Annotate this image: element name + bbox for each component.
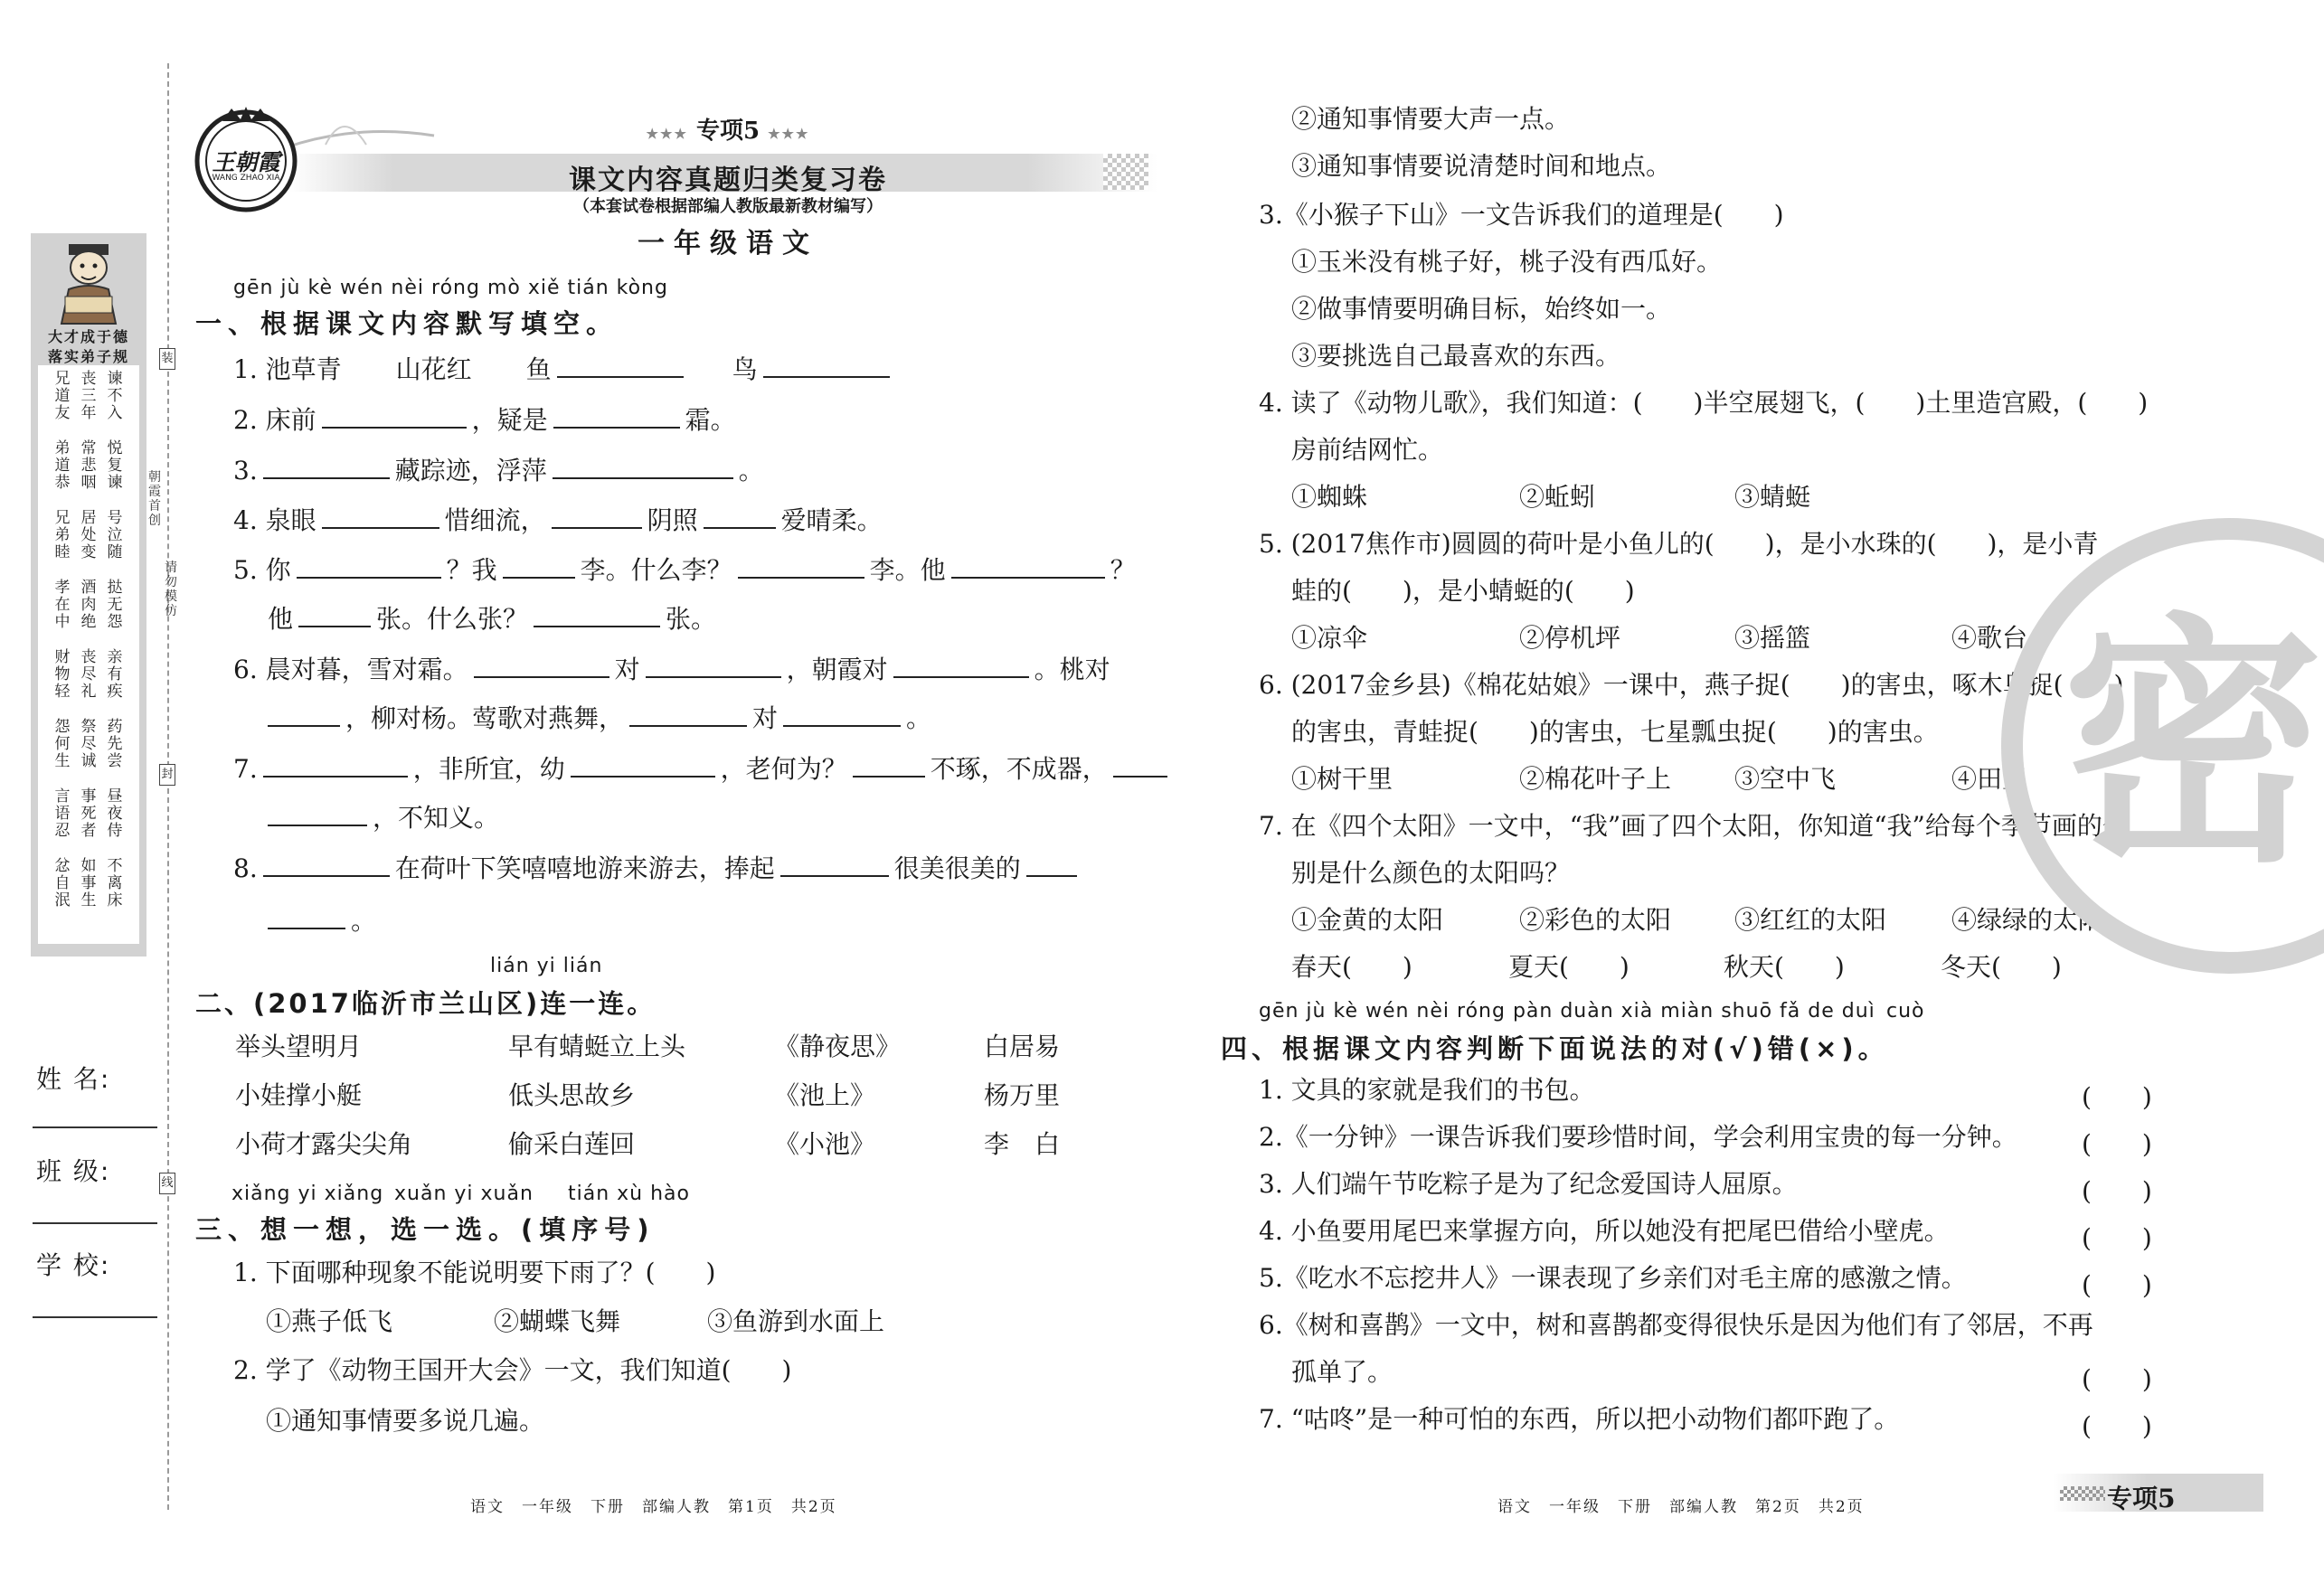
sidebar-col: 亲有疾	[107, 648, 123, 701]
s1-q6: 6. 晨对暮，雪对霜。 对 ，朝霞对 。桃对	[233, 655, 1110, 684]
section3-pinyin-2: xuǎn yi xuǎn	[394, 1183, 534, 1205]
blank[interactable]	[322, 507, 439, 529]
sidebar-col: 如事生	[80, 857, 97, 910]
footer-right: 语文 一年级 下册 部编人教 第2页 共2页	[1497, 1498, 1865, 1516]
series-label: 专项5	[695, 118, 760, 145]
binding-mark-1: 装	[159, 348, 175, 370]
section2-pinyin: lián yi lián	[490, 955, 603, 977]
section1-title: 一、根据课文内容默写填空。	[195, 308, 619, 339]
s3-q2: 2. 学了《动物王国开大会》一文，我们知道( )	[233, 1355, 792, 1385]
match-row-2-poem-line[interactable]: 小娃撑小艇	[235, 1080, 363, 1110]
s3-q5-opt[interactable]: ②停机坪	[1519, 623, 1621, 653]
s3-q5-line2: 蛙的( )，是小蜻蜓的( )	[1291, 576, 1635, 606]
s3-q4-opt[interactable]: ③蜻蜓	[1734, 482, 1811, 512]
sidebar-col: 兄道友	[54, 370, 71, 422]
s3-q2-opt[interactable]: ③通知事情要说清楚时间和地点。	[1291, 151, 1672, 181]
blank[interactable]	[704, 507, 776, 529]
s3-q2-opt[interactable]: ②通知事情要大声一点。	[1291, 104, 1571, 134]
s3-q4-opt[interactable]: ①蜘蛛	[1291, 482, 1368, 512]
sidebar-col: 兄弟睦	[54, 509, 71, 561]
footer-badge-dots	[2060, 1486, 2105, 1501]
s4-item: 1. 文具的家就是我们的书包。	[1259, 1075, 1595, 1105]
sidebar-motto-1: 大才成于德	[47, 328, 129, 345]
match-row-1-title[interactable]: 《静夜思》	[774, 1032, 902, 1061]
section3-pinyin-1: xiǎng yi xiǎng	[231, 1183, 384, 1205]
blank[interactable]	[557, 356, 684, 378]
section1-pinyin: gēn jù kè wén nèi róng mò xiě tián kòng	[233, 277, 668, 299]
section2-title: 二、(2017临沂市兰山区)连一连。	[195, 988, 657, 1019]
blank[interactable]	[853, 756, 925, 778]
s3-q6: 6. (2017金乡县)《棉花姑娘》一课中，燕子捉( )的害虫，啄木鸟捉( )	[1259, 670, 2124, 700]
s3-q7-season[interactable]: 冬天( )	[1941, 952, 2062, 982]
s1-q5: 5. 你 ？我 李。什么李？ 李。他 ？	[233, 555, 1136, 585]
school-field[interactable]	[33, 1316, 157, 1318]
blank[interactable]	[263, 457, 390, 479]
s3-q6-opt[interactable]: ③空中飞	[1734, 764, 1837, 794]
answer-paren[interactable]: ( )	[2082, 1270, 2152, 1300]
s1-q1: 1. 池草青 山花红 鱼 鸟	[233, 356, 895, 382]
section4-pinyin: gēn jù kè wén nèi róng pàn duàn xià miàn shuō fǎ de duì	[1259, 1000, 1875, 1023]
blank[interactable]	[268, 805, 367, 826]
footer-badge: 专项5	[2107, 1484, 2176, 1513]
s3-q7-opt[interactable]: ①金黄的太阳	[1291, 905, 1444, 935]
section4-pinyin-2: cuò	[1886, 1000, 1925, 1023]
sidebar-col: 悦复谏	[107, 439, 123, 492]
section3-pinyin-3: tián xù hào	[568, 1183, 690, 1205]
s3-q7-season[interactable]: 秋天( )	[1724, 952, 1845, 982]
match-row-1-poem-line[interactable]: 举头望明月	[235, 1032, 363, 1061]
s3-q6-opt[interactable]: ①树干里	[1291, 764, 1393, 794]
answer-paren[interactable]: ( )	[2082, 1082, 2152, 1112]
s3-q2-opt[interactable]: ①通知事情要多说几遍。	[266, 1406, 545, 1436]
blank[interactable]	[629, 705, 747, 727]
section4-title: 四、根据课文内容判断下面说法的对(√)错(×)。	[1221, 1033, 1889, 1064]
match-row-3-poem-line-b[interactable]: 偷采白莲回	[508, 1129, 636, 1159]
sidebar-illustration	[45, 237, 132, 327]
blank[interactable]	[263, 756, 408, 778]
s1-q7-line2: ，不知义。	[262, 805, 499, 831]
s3-q1-opt[interactable]: ②蝴蝶飞舞	[494, 1306, 621, 1336]
s3-q6-line2: 的害虫，青蛙捉( )的害虫，七星瓢虫捉( )的害虫。	[1291, 717, 1939, 747]
s3-q1-opt[interactable]: ③鱼游到水面上	[707, 1306, 885, 1336]
page-subtitle: （本套试卷根据部编人教版最新教材编写）	[573, 197, 883, 216]
s4-item: 3. 人们端午节吃粽子是为了纪念爱国诗人屈原。	[1259, 1169, 1798, 1199]
match-row-2-author[interactable]: 杨万里	[984, 1080, 1061, 1110]
blank[interactable]	[1113, 756, 1167, 778]
s1-q8: 8. 在荷叶下笑嘻嘻地游来游去，捧起 很美很美的	[233, 855, 1082, 881]
blank[interactable]	[893, 656, 1029, 678]
sidebar-col: 事死者	[80, 787, 97, 840]
sidebar-col: 怨何生	[54, 718, 71, 770]
s3-q5-opt[interactable]: ③摇篮	[1734, 623, 1811, 653]
sidebar-col: 常悲咽	[80, 439, 97, 492]
sidebar-col: 昼夜侍	[107, 787, 123, 840]
star-right-icon: ★★★	[768, 126, 810, 142]
blank[interactable]	[763, 356, 890, 378]
answer-paren[interactable]: ( )	[2082, 1176, 2152, 1206]
blank[interactable]	[1026, 855, 1077, 877]
s4-item: 4. 小鱼要用尾巴来掌握方向，所以她没有把尾巴借给小壁虎。	[1259, 1216, 1950, 1246]
s3-q5-opt[interactable]: ④歌台	[1951, 623, 2028, 653]
s3-q3-opt[interactable]: ②做事情要明确目标，始终如一。	[1291, 294, 1672, 324]
sidebar-col: 谏不入	[107, 370, 123, 422]
binding-dashed-line	[167, 63, 169, 1510]
blank[interactable]	[553, 457, 733, 479]
sidebar-col: 不离床	[107, 857, 123, 910]
match-row-1-author[interactable]: 白居易	[984, 1032, 1061, 1061]
s3-q4: 4. 读了《动物儿歌》，我们知道：( )半空展翅飞，( )土里造宫殿，( )	[1259, 388, 2149, 418]
s3-q3-opt[interactable]: ③要挑选自己最喜欢的东西。	[1291, 341, 1621, 371]
blank[interactable]	[268, 908, 345, 929]
blank[interactable]	[571, 756, 715, 778]
s3-q4-opt[interactable]: ②蚯蚓	[1519, 482, 1596, 512]
match-row-3-author[interactable]: 李 白	[984, 1129, 1061, 1159]
s1-q7: 7. ，非所宜，幼 ，老何为？ 不琢，不成器，	[233, 756, 1173, 782]
s1-q5-line2: 他 张。什么张？ 张。	[268, 604, 717, 634]
sidebar-motto-2: 落实弟子规	[47, 348, 129, 365]
watermark-seal	[1998, 506, 2324, 985]
s3-q5: 5. (2017焦作市)圆圆的荷叶是小鱼儿的( )，是小水珠的( )，是小青	[1259, 529, 2099, 559]
sidebar-col: 居处变	[80, 509, 97, 561]
blank[interactable]	[738, 557, 864, 579]
blank[interactable]	[951, 557, 1105, 579]
section3-title: 三、想一想，选一选。(填序号)	[195, 1214, 656, 1245]
blank[interactable]	[783, 705, 901, 727]
sidebar-col: 孝在中	[54, 579, 71, 631]
s1-q3: 3. 藏踪迹，浮萍 。	[233, 456, 764, 485]
sidebar-col: 号泣随	[107, 509, 123, 561]
star-left-icon: ★★★	[646, 126, 688, 142]
s3-q7-opt[interactable]: ②彩色的太阳	[1519, 905, 1672, 935]
sidebar-col: 言语忍	[54, 787, 71, 840]
watermark-text: 密	[2062, 593, 2324, 898]
s4-item: 6.《树和喜鹊》一文中，树和喜鹊都变得很快乐是因为他们有了邻居，不再	[1259, 1310, 2093, 1340]
match-row-2-poem-line-b[interactable]: 低头思故乡	[508, 1080, 636, 1110]
match-row-2-title[interactable]: 《池上》	[774, 1080, 876, 1110]
blank[interactable]	[268, 705, 340, 727]
binding-mark-2: 封	[159, 764, 175, 786]
blank[interactable]	[322, 407, 467, 429]
blank[interactable]	[298, 606, 371, 627]
s3-q4-line2: 房前结网忙。	[1291, 435, 1444, 465]
series-label-row	[624, 112, 832, 146]
match-row-3-title[interactable]: 《小池》	[774, 1129, 876, 1159]
blank[interactable]	[552, 507, 642, 529]
school-label: 学 校:	[36, 1250, 111, 1280]
blank[interactable]	[474, 656, 609, 678]
s3-q7: 7. 在《四个太阳》一文中，“我”画了四个太阳，你知道“我”给每个季节画的分	[1259, 811, 2128, 841]
sidebar-col: 弟道恭	[54, 439, 71, 492]
s4-item: 5.《吃水不忘挖井人》一课表现了乡亲们对毛主席的感激之情。	[1259, 1263, 1967, 1293]
sidebar-col: 忿自泯	[54, 857, 71, 910]
grade-subject: 一年级语文	[638, 228, 818, 259]
blank[interactable]	[553, 407, 680, 429]
sidebar-col: 酒肉绝	[80, 579, 97, 631]
answer-paren[interactable]: ( )	[2082, 1364, 2152, 1394]
logo-text: 王朝霞	[212, 149, 280, 175]
s1-q4: 4. 泉眼 惜细流， 阴照 爱晴柔。	[233, 505, 883, 535]
blank[interactable]	[780, 855, 889, 877]
answer-paren[interactable]: ( )	[2082, 1411, 2152, 1441]
s1-q2: 2. 床前 ，疑是 霜。	[233, 405, 736, 435]
class-label: 班 级:	[36, 1156, 111, 1186]
s3-q6-opt[interactable]: ④田里	[1951, 764, 2028, 794]
s3-q7-season[interactable]: 春天( )	[1291, 952, 1412, 982]
binding-note-2: 请勿模仿	[165, 561, 177, 618]
sidebar-col: 丧三年	[80, 370, 97, 422]
s3-q3: 3.《小猴子下山》一文告诉我们的道理是( )	[1259, 200, 1784, 230]
s3-q7-opt[interactable]: ③红红的太阳	[1734, 905, 1887, 935]
blank[interactable]	[297, 557, 441, 579]
s3-q3-opt[interactable]: ①玉米没有桃子好，桃子没有西瓜好。	[1291, 247, 1723, 277]
s4-item-6-line2: 孤单了。	[1291, 1357, 1393, 1387]
blank[interactable]	[503, 557, 575, 579]
s3-q7-line2: 别是什么颜色的太阳吗？	[1291, 858, 1571, 888]
header-checker	[1103, 154, 1148, 190]
blank[interactable]	[263, 855, 390, 877]
sidebar-col: 祭尽诚	[80, 718, 97, 770]
s3-q5-opt[interactable]: ①凉伞	[1291, 623, 1368, 653]
s4-item: 2.《一分钟》一课告诉我们要珍惜时间，学会利用宝贵的每一分钟。	[1259, 1122, 2017, 1152]
binding-note-1: 朝霞首创	[148, 470, 161, 528]
s1-q6-line2: ，柳对杨。莺歌对燕舞， 对 。	[262, 705, 931, 731]
logo-small-text: WANG ZHAO XIA	[212, 174, 280, 183]
sidebar-col: 丧尽礼	[80, 648, 97, 701]
s3-q7-opt[interactable]: ④绿绿的太阳	[1951, 905, 2104, 935]
s3-q6-opt[interactable]: ②棉花叶子上	[1519, 764, 1672, 794]
blank[interactable]	[646, 656, 781, 678]
binding-mark-3: 线	[159, 1173, 175, 1194]
class-field[interactable]	[33, 1222, 157, 1224]
sidebar-col: 财物轻	[54, 648, 71, 701]
s3-q1: 1. 下面哪种现象不能说明要下雨了？( )	[233, 1258, 716, 1287]
answer-paren[interactable]: ( )	[2082, 1129, 2152, 1159]
match-row-3-poem-line[interactable]: 小荷才露尖尖角	[235, 1129, 413, 1159]
sidebar-col: 挞无怨	[107, 579, 123, 631]
page-title: 课文内容真题归类复习卷	[569, 165, 887, 196]
name-field[interactable]	[33, 1126, 157, 1128]
name-label: 姓 名:	[36, 1064, 111, 1094]
blank[interactable]	[534, 606, 660, 627]
s3-q7-season[interactable]: 夏天( )	[1508, 952, 1630, 982]
s4-item: 7. “咕咚”是一种可怕的东西，所以把小动物们都吓跑了。	[1259, 1404, 1900, 1434]
sidebar-col: 药先尝	[107, 718, 123, 770]
answer-paren[interactable]: ( )	[2082, 1223, 2152, 1253]
footer-left: 语文 一年级 下册 部编人教 第1页 共2页	[470, 1498, 837, 1516]
s1-q8-line2: 。	[262, 908, 376, 934]
match-row-1-poem-line-b[interactable]: 早有蜻蜓立上头	[508, 1032, 686, 1061]
s3-q1-opt[interactable]: ①燕子低飞	[266, 1306, 393, 1336]
